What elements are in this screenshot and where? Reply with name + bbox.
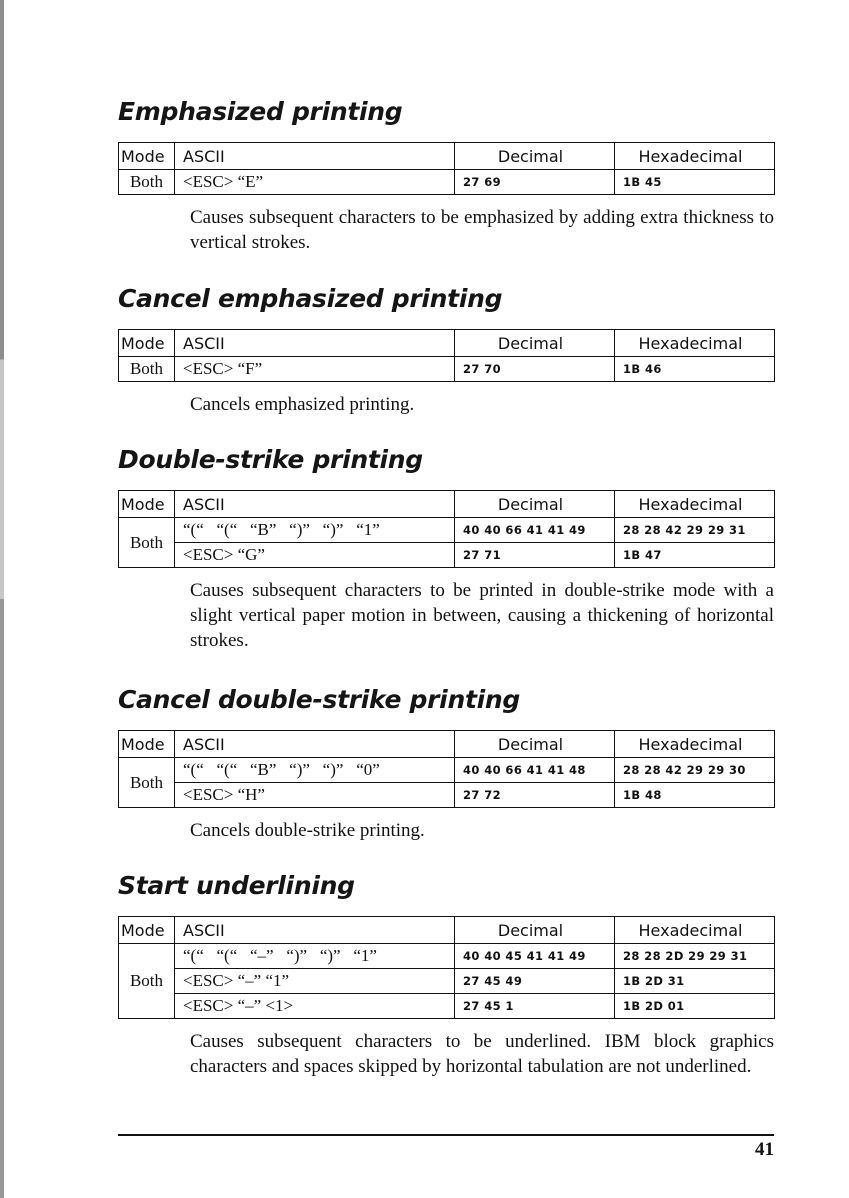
- mode-cell: Both: [119, 357, 175, 382]
- section-description: Cancels double-strike printing.: [190, 820, 425, 841]
- ascii-cell: “(“ “(“ “B” “)” “)” “1”: [175, 518, 455, 543]
- ascii-cell: <ESC> “F”: [175, 357, 455, 382]
- header-ascii: ASCII: [175, 917, 455, 944]
- command-table: [118, 730, 775, 808]
- table-row: [119, 543, 775, 568]
- table-header-row: [119, 491, 775, 518]
- mode-cell: Both: [119, 944, 175, 1019]
- hex-cell: 1B 47: [615, 543, 775, 568]
- hex-cell: 1B 2D 31: [615, 969, 775, 994]
- binding-edge: [0, 0, 4, 1198]
- section-description: Causes subsequent characters to be printed in double-strike mode with a slight vertical paper motion in between, causing a thickening of horizontal strokes.: [190, 580, 774, 651]
- ascii-cell: <ESC> “G”: [175, 543, 455, 568]
- table-row: [119, 994, 775, 1019]
- header-ascii: ASCII: [175, 491, 455, 518]
- header-ascii: ASCII: [175, 330, 455, 357]
- section-title: Cancel double-strike printing: [118, 685, 520, 714]
- table-row: [119, 783, 775, 808]
- decimal-cell: 27 71: [455, 543, 615, 568]
- section-start-underlining: [118, 870, 778, 1079]
- header-decimal: Decimal: [455, 143, 615, 170]
- hex-cell: 1B 45: [615, 170, 775, 195]
- table-header-row: [119, 731, 775, 758]
- header-ascii: ASCII: [175, 731, 455, 758]
- header-mode: Mode: [119, 917, 175, 944]
- table-row: [119, 357, 775, 382]
- section-title: Cancel emphasized printing: [118, 284, 503, 313]
- command-table: [118, 142, 775, 195]
- table-header-row: [119, 143, 775, 170]
- hex-cell: 1B 2D 01: [615, 994, 775, 1019]
- table-row: [119, 758, 775, 783]
- decimal-cell: 27 45 1: [455, 994, 615, 1019]
- section-title: Start underlining: [118, 871, 355, 900]
- footer-rule: [118, 1134, 774, 1136]
- command-table: [118, 490, 775, 568]
- hex-cell: 28 28 42 29 29 31: [615, 518, 775, 543]
- decimal-cell: 27 70: [455, 357, 615, 382]
- section-description: Cancels emphasized printing.: [190, 394, 415, 415]
- page-number: 41: [755, 1139, 774, 1160]
- decimal-cell: 40 40 45 41 41 49: [455, 944, 615, 969]
- decimal-cell: 27 72: [455, 783, 615, 808]
- table-header-row: [119, 330, 775, 357]
- section-title: Double-strike printing: [118, 445, 423, 474]
- hex-cell: 28 28 2D 29 29 31: [615, 944, 775, 969]
- table-row: [119, 969, 775, 994]
- section-cancel-emphasized: [118, 283, 778, 417]
- section-title: Emphasized printing: [118, 97, 403, 126]
- hex-cell: 1B 48: [615, 783, 775, 808]
- header-ascii: ASCII: [175, 143, 455, 170]
- decimal-cell: 27 45 49: [455, 969, 615, 994]
- header-hex: Hexadecimal: [615, 917, 775, 944]
- header-decimal: Decimal: [455, 917, 615, 944]
- ascii-cell: <ESC> “–” <1>: [175, 994, 455, 1019]
- section-double-strike: [118, 444, 778, 653]
- ascii-cell: “(“ “(“ “B” “)” “)” “0”: [175, 758, 455, 783]
- mode-cell: Both: [119, 518, 175, 568]
- header-mode: Mode: [119, 731, 175, 758]
- header-hex: Hexadecimal: [615, 330, 775, 357]
- header-hex: Hexadecimal: [615, 731, 775, 758]
- header-decimal: Decimal: [455, 491, 615, 518]
- mode-cell: Both: [119, 170, 175, 195]
- ascii-cell: <ESC> “E”: [175, 170, 455, 195]
- section-description: Causes subsequent characters to be emphasized by adding extra thickness to vertical strokes.: [190, 207, 774, 253]
- header-mode: Mode: [119, 143, 175, 170]
- command-table: [118, 916, 775, 1019]
- section-cancel-double-strike: [118, 684, 778, 843]
- table-row: [119, 170, 775, 195]
- hex-cell: 1B 46: [615, 357, 775, 382]
- section-emphasized: [118, 96, 778, 255]
- decimal-cell: 27 69: [455, 170, 615, 195]
- decimal-cell: 40 40 66 41 41 48: [455, 758, 615, 783]
- ascii-cell: “(“ “(“ “–” “)” “)” “1”: [175, 944, 455, 969]
- hex-cell: 28 28 42 29 29 30: [615, 758, 775, 783]
- header-decimal: Decimal: [455, 731, 615, 758]
- table-header-row: [119, 917, 775, 944]
- ascii-cell: <ESC> “–” “1”: [175, 969, 455, 994]
- header-mode: Mode: [119, 330, 175, 357]
- table-row: [119, 518, 775, 543]
- ascii-cell: <ESC> “H”: [175, 783, 455, 808]
- command-table: [118, 329, 775, 382]
- section-description: Causes subsequent characters to be underlined. IBM block graphics characters and spaces skipped by horizontal tabulation are not underlined.: [190, 1031, 774, 1077]
- header-mode: Mode: [119, 491, 175, 518]
- decimal-cell: 40 40 66 41 41 49: [455, 518, 615, 543]
- header-decimal: Decimal: [455, 330, 615, 357]
- table-row: [119, 944, 775, 969]
- mode-cell: Both: [119, 758, 175, 808]
- header-hex: Hexadecimal: [615, 491, 775, 518]
- header-hex: Hexadecimal: [615, 143, 775, 170]
